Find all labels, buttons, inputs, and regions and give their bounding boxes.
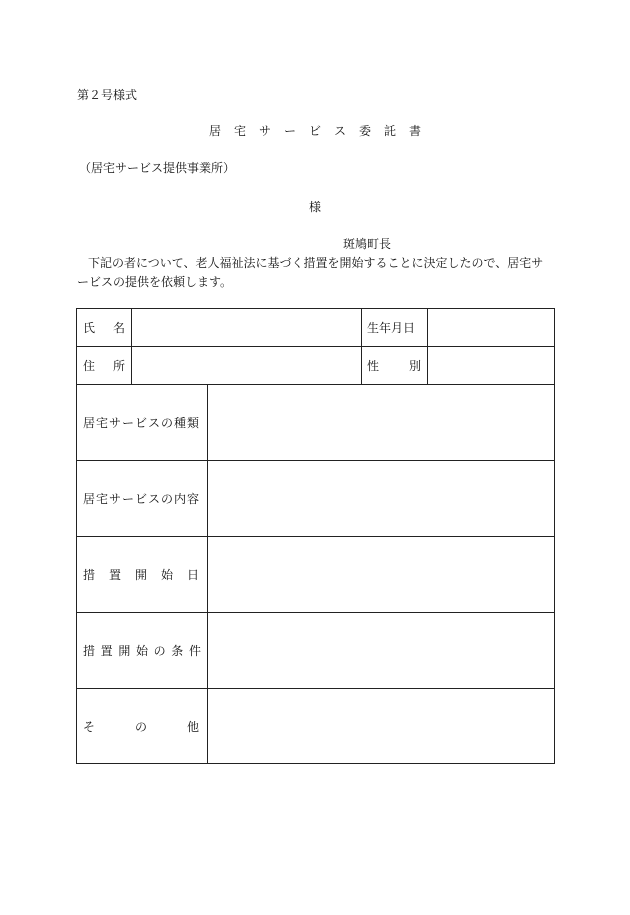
- name-label-char-2: 名: [112, 321, 125, 335]
- name-label: [83, 309, 125, 346]
- start-date-label: [83, 537, 199, 612]
- col-divider: [131, 309, 132, 384]
- provider-label: （居宅サービス提供事業所）: [79, 161, 236, 175]
- start-cond-char-4: 始: [135, 644, 148, 658]
- service-content-label: 居宅サービスの内容: [83, 492, 201, 506]
- start-cond-char-3: 開: [118, 644, 131, 658]
- name-label-char-1: 氏: [83, 321, 96, 335]
- other-label: [83, 689, 199, 764]
- commission-table: [76, 308, 555, 764]
- start-cond-char-1: 措: [83, 644, 96, 658]
- start-date-char-1: 措: [83, 568, 96, 582]
- gender-label: [367, 347, 421, 384]
- sender-name: 斑鳩町長: [343, 237, 392, 251]
- start-date-char-5: 日: [186, 568, 199, 582]
- start-date-char-4: 始: [160, 568, 173, 582]
- col-divider: [361, 309, 362, 384]
- start-cond-char-5: の: [153, 644, 166, 658]
- start-date-char-2: 置: [108, 568, 121, 582]
- honorific: 様: [308, 200, 321, 214]
- address-label-char-1: 住: [83, 359, 96, 373]
- other-char-2: の: [134, 720, 147, 734]
- start-cond-char-7: 件: [188, 644, 201, 658]
- other-char-3: 他: [186, 720, 199, 734]
- col-divider: [207, 384, 208, 764]
- row-divider: [77, 346, 554, 347]
- address-label: [83, 347, 125, 384]
- gender-label-char-2: 別: [408, 359, 421, 373]
- start-cond-char-6: 条: [171, 644, 184, 658]
- birthdate-label: 生年月日: [367, 321, 416, 335]
- start-conditions-label: [83, 613, 201, 688]
- address-label-char-2: 所: [112, 359, 125, 373]
- service-type-label: 居宅サービスの種類: [83, 416, 201, 430]
- start-date-char-3: 開: [134, 568, 147, 582]
- gender-label-char-1: 性: [367, 359, 380, 373]
- document-title: 居宅サービス委託書: [208, 124, 434, 138]
- body-text: 下記の者について、老人福祉法に基づく措置を開始することに決定したので、居宅サービスの提供を依頼します。: [77, 256, 544, 289]
- start-cond-char-2: 置: [100, 644, 113, 658]
- col-divider: [427, 309, 428, 384]
- form-number: 第２号様式: [77, 88, 138, 102]
- other-char-1: そ: [83, 720, 96, 734]
